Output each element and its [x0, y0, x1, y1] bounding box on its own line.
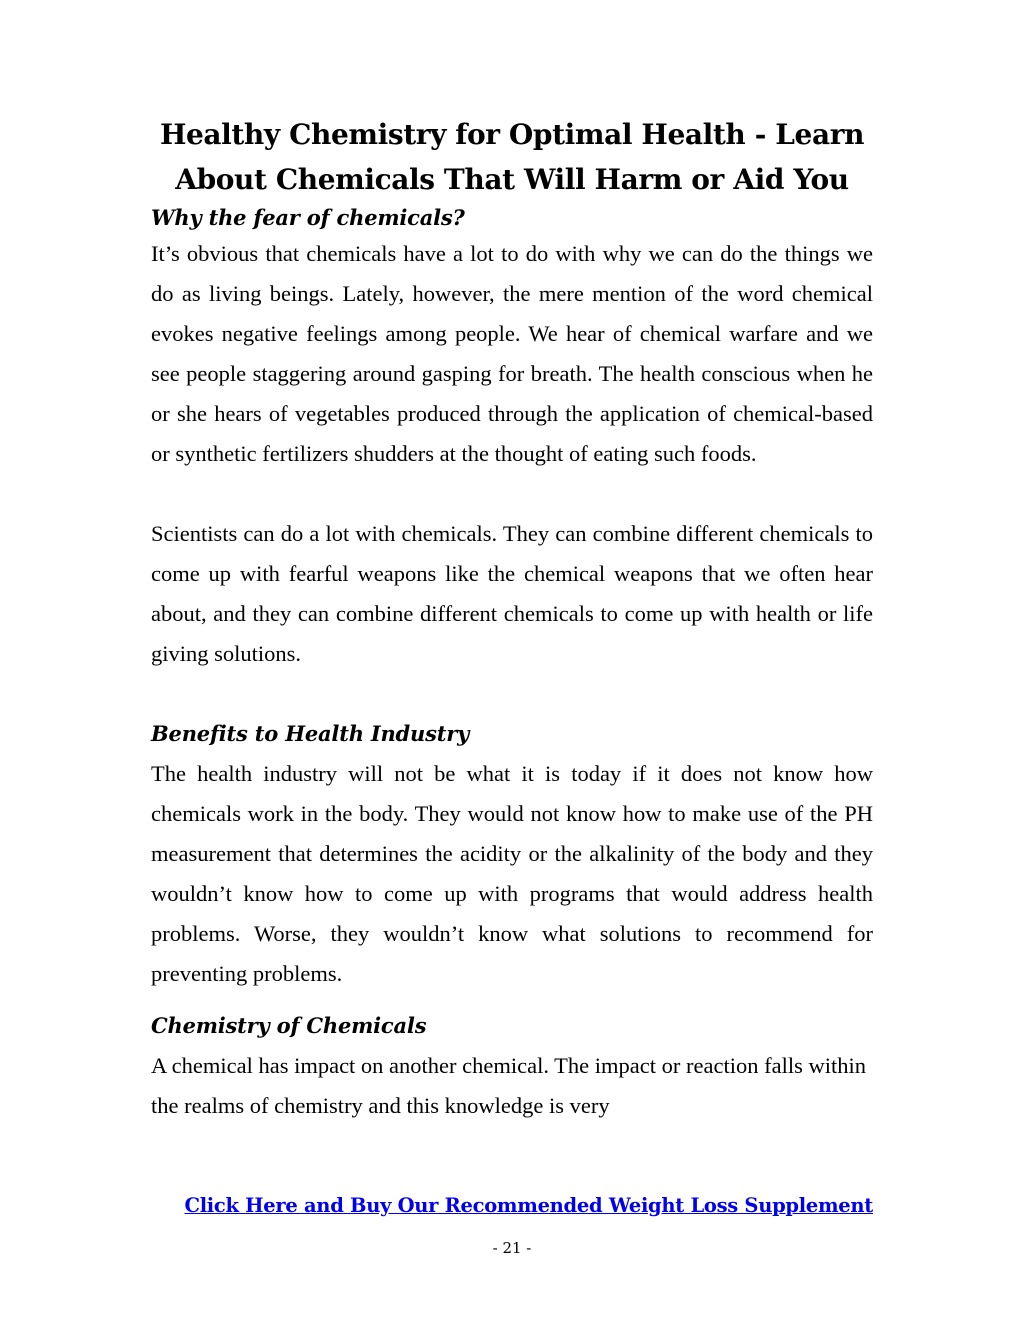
- section-heading-health-industry: Benefits to Health Industry: [151, 721, 470, 746]
- document-body: [151, 112, 873, 1126]
- paragraph-scientists-chemicals: Scientists can do a lot with chemicals. They can combine different chemicals to come up with fearful weapons like the chemical weapons that we often hear about, and they can combine different chemicals to come up with health or life giving solutions.: [151, 521, 873, 666]
- paragraph-health-industry: The health industry will not be what it is today if it does not know how chemicals work in the body. They would not know how to make use of the PH measurement that determines the acidity or the alkalinity of the body and they wouldn’t know how to come up with programs that would address health problems. Worse, they wouldn’t know what solutions to recommend for preventing problems.: [151, 761, 873, 986]
- section-heading-chemistry-of-chemicals: Chemistry of Chemicals: [151, 1013, 427, 1038]
- paragraph-chemicals-living-beings: It’s obvious that chemicals have a lot to do with why we can do the things we do as living beings. Lately, however, the mere mention of the word chemical evokes negative feelings among people. We hear of chemical warfare and we see people staggering around gasping for breath. The health conscious when he or she hears of vegetables produced through the application of chemical-based or synthetic fertilizers shudders at the thought of eating such foods.: [151, 241, 873, 466]
- section-heading-fear-of-chemicals: Why the fear of chemicals?: [151, 205, 465, 230]
- document-title: Healthy Chemistry for Optimal Health - Learn About Chemicals That Will Harm or Aid You: [159, 118, 865, 196]
- buy-supplement-link[interactable]: Click Here and Buy Our Recommended Weight Loss Supplement: [184, 1194, 873, 1217]
- page-number: - 21 -: [492, 1239, 532, 1257]
- paragraph-chemical-impact: A chemical has impact on another chemical. The impact or reaction falls within the realms of chemistry and this knowledge is very: [151, 1053, 866, 1118]
